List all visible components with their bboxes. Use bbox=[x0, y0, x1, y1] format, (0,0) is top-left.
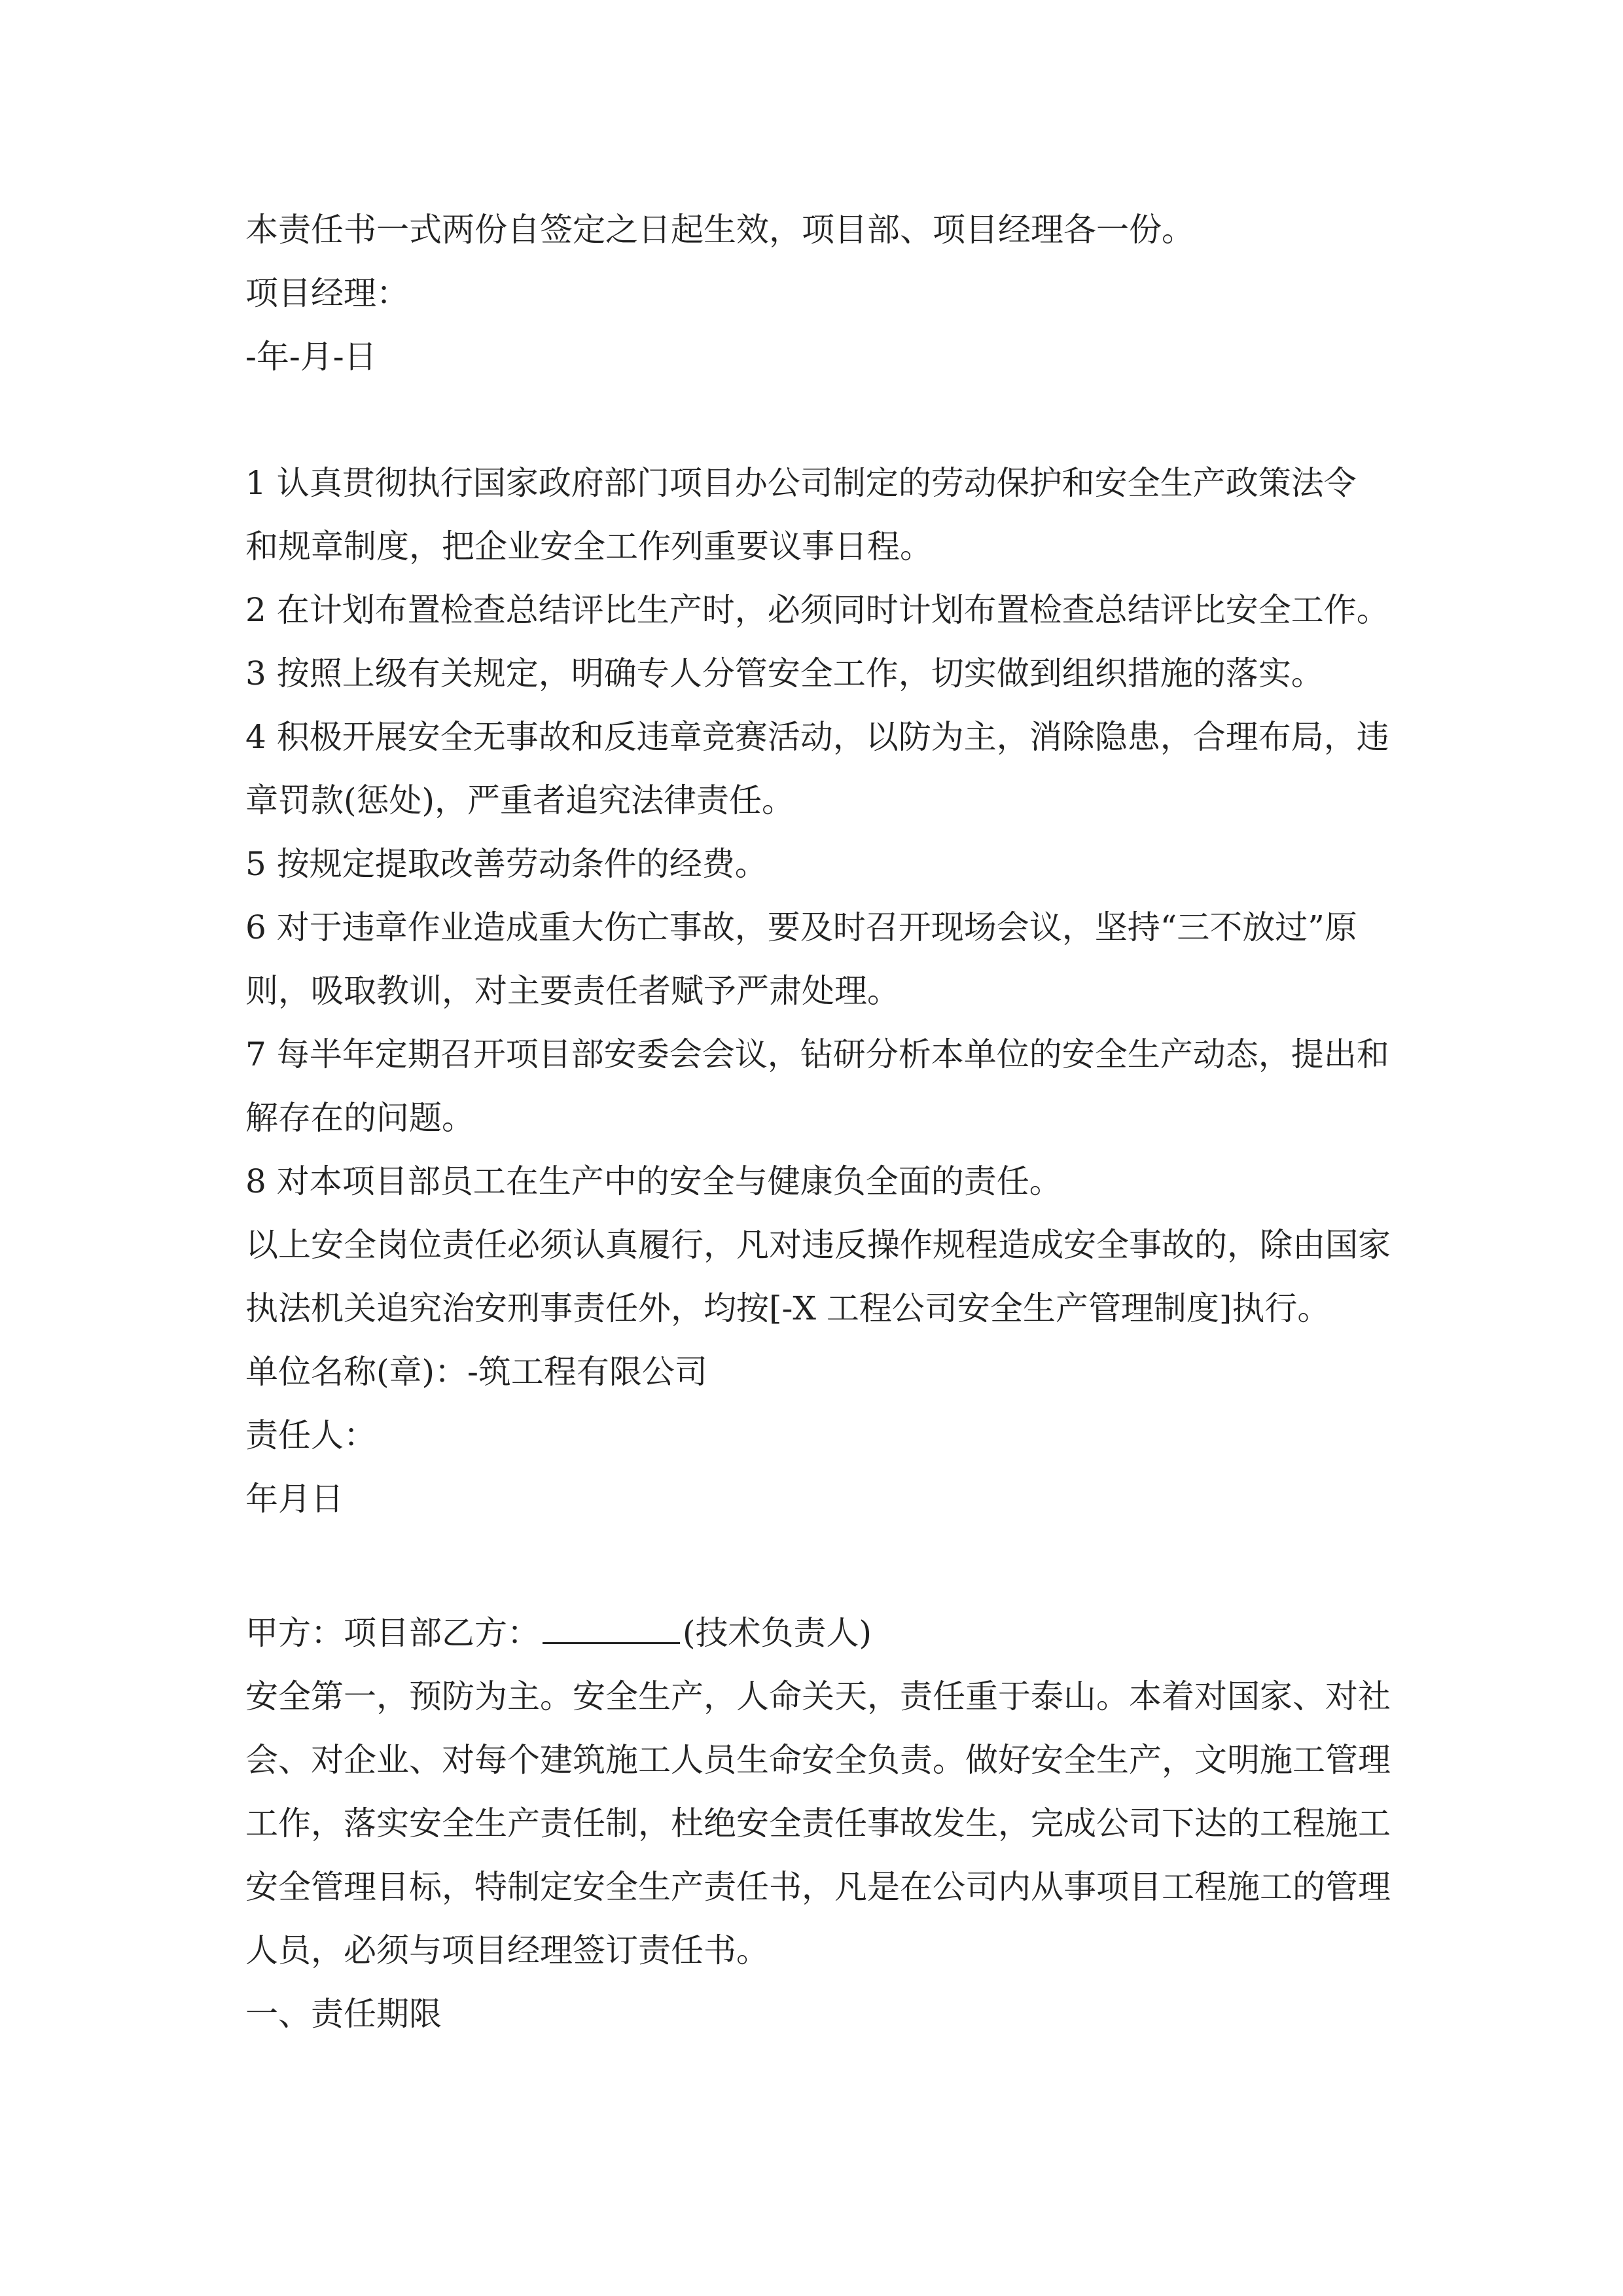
paragraph-line: 安全管理目标，特制定安全生产责任书，凡是在公司内从事项目工程施工的管理 bbox=[245, 1868, 1391, 1906]
duty-line: 和规章制度，把企业安全工作列重要议事日程。 bbox=[245, 528, 933, 565]
date-label: 年月日 bbox=[245, 1480, 344, 1518]
duty-line: 2 在计划布置检查总结评比生产时，必须同时计划布置检查总结评比安全工作。 bbox=[245, 591, 1389, 629]
parties-suffix: (技术负责人) bbox=[683, 1614, 872, 1652]
responsible-label: 责任人： bbox=[245, 1416, 376, 1454]
duty-line: 解存在的问题。 bbox=[245, 1099, 474, 1137]
paragraph-line: 安全第一，预防为主。安全生产，人命关天，责任重于泰山。本着对国家、对社 bbox=[245, 1677, 1391, 1715]
duty-line: 5 按规定提取改善劳动条件的经费。 bbox=[245, 845, 768, 883]
duty-line: 以上安全岗位责任必须认真履行，凡对违反操作规程造成安全事故的，除由国家 bbox=[245, 1226, 1391, 1264]
duty-line: 4 积极开展安全无事故和反违章竞赛活动，以防为主，消除隐患，合理布局，违 bbox=[245, 718, 1389, 756]
date-placeholder: -年-月-日 bbox=[245, 338, 377, 376]
paragraph-line: 人员，必须与项目经理签订责任书。 bbox=[245, 1931, 769, 1969]
manager-label: 项目经理： bbox=[245, 274, 409, 312]
duty-line: 7 每半年定期召开项目部安委会会议，钻研分析本单位的安全生产动态，提出和 bbox=[245, 1035, 1389, 1073]
section-agreement bbox=[245, 1602, 1397, 2046]
parties-line bbox=[245, 1602, 1397, 1665]
unit-name: 单位名称(章)：-筑工程有限公司 bbox=[245, 1353, 707, 1391]
section-validity bbox=[245, 198, 1397, 389]
signature-blank bbox=[543, 1609, 680, 1644]
duty-line: 3 按照上级有关规定，明确专人分管安全工作，切实做到组织措施的落实。 bbox=[245, 655, 1324, 692]
duty-line: 执法机关追究治安刑事责任外，均按[-X 工程公司安全生产管理制度]执行。 bbox=[245, 1289, 1330, 1327]
section-heading: 一、责任期限 bbox=[245, 1995, 442, 2033]
section-duties bbox=[245, 452, 1397, 1531]
paragraph-line: 工作，落实安全生产责任制，杜绝安全责任事故发生，完成公司下达的工程施工 bbox=[245, 1804, 1391, 1842]
paragraph-line: 会、对企业、对每个建筑施工人员生命安全负责。做好安全生产，文明施工管理 bbox=[245, 1741, 1391, 1779]
validity-text: 本责任书一式两份自签定之日起生效，项目部、项目经理各一份。 bbox=[245, 211, 1194, 249]
parties-prefix: 甲方：项目部乙方： bbox=[245, 1614, 540, 1652]
duty-line: 章罚款(惩处)，严重者追究法律责任。 bbox=[245, 781, 795, 819]
duty-line: 则，吸取教训，对主要责任者赋予严肃处理。 bbox=[245, 972, 900, 1010]
duty-line: 1 认真贯彻执行国家政府部门项目办公司制定的劳动保护和安全生产政策法令 bbox=[245, 464, 1357, 502]
duty-line: 8 对本项目部员工在生产中的安全与健康负全面的责任。 bbox=[245, 1162, 1062, 1200]
duty-line: 6 对于违章作业造成重大伤亡事故，要及时召开现场会议，坚持“三不放过”原 bbox=[245, 908, 1357, 946]
